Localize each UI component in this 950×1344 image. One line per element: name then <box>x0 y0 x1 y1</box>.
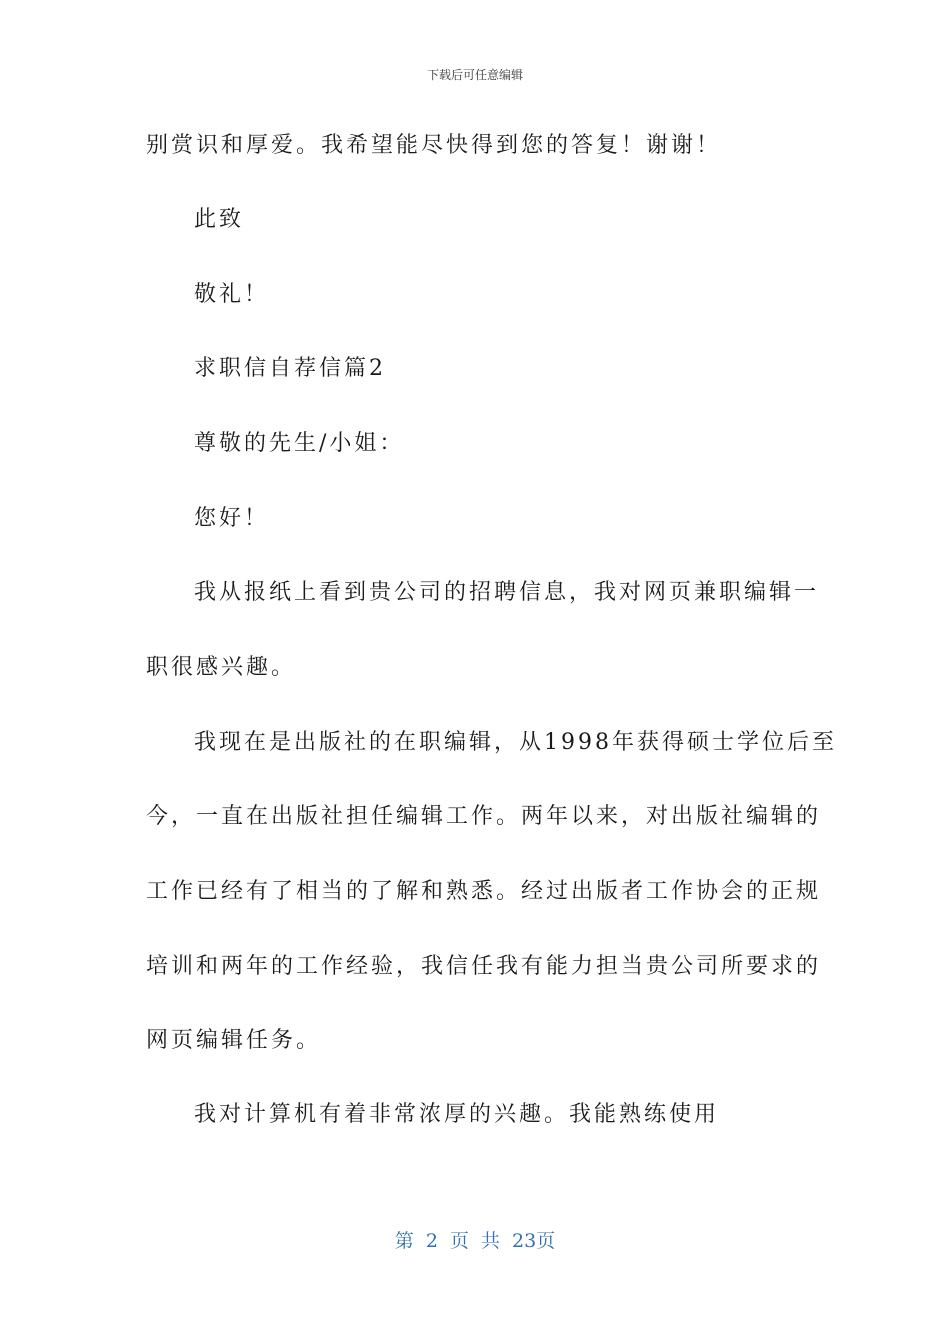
body-line-12: 培训和两年的工作经验，我信任我有能力担当贵公司所要求的 <box>146 954 822 979</box>
body-line-8: 职很感兴趣。 <box>146 655 297 680</box>
body-line-2: 此致 <box>194 207 245 232</box>
body-line-13: 网页编辑任务。 <box>146 1028 322 1053</box>
body-line-3: 敬礼！ <box>194 282 270 307</box>
section-heading: 求职信自荐信篇2 <box>194 356 386 381</box>
body-line-7: 我从报纸上看到贵公司的招聘信息，我对网页兼职编辑一 <box>194 580 820 605</box>
body-line-6: 您好！ <box>194 506 270 531</box>
body-line-1: 别赏识和厚爱。我希望能尽快得到您的答复！谢谢！ <box>146 133 722 158</box>
body-line-14: 我对计算机有着非常浓厚的兴趣。我能熟练使用 <box>194 1102 720 1127</box>
body-line-5: 尊敬的先生/小姐： <box>194 431 405 456</box>
page-header: 下载后可任意编辑 <box>426 68 523 82</box>
page-footer: 第 2 页 共 23页 <box>394 1230 556 1252</box>
body-line-10: 今，一直在出版社担任编辑工作。两年以来，对出版社编辑的 <box>146 804 822 829</box>
body-line-11: 工作已经有了相当的了解和熟悉。经过出版者工作协会的正规 <box>146 879 822 904</box>
body-line-9: 我现在是出版社的在职编辑，从1998年获得硕士学位后至 <box>194 730 837 755</box>
